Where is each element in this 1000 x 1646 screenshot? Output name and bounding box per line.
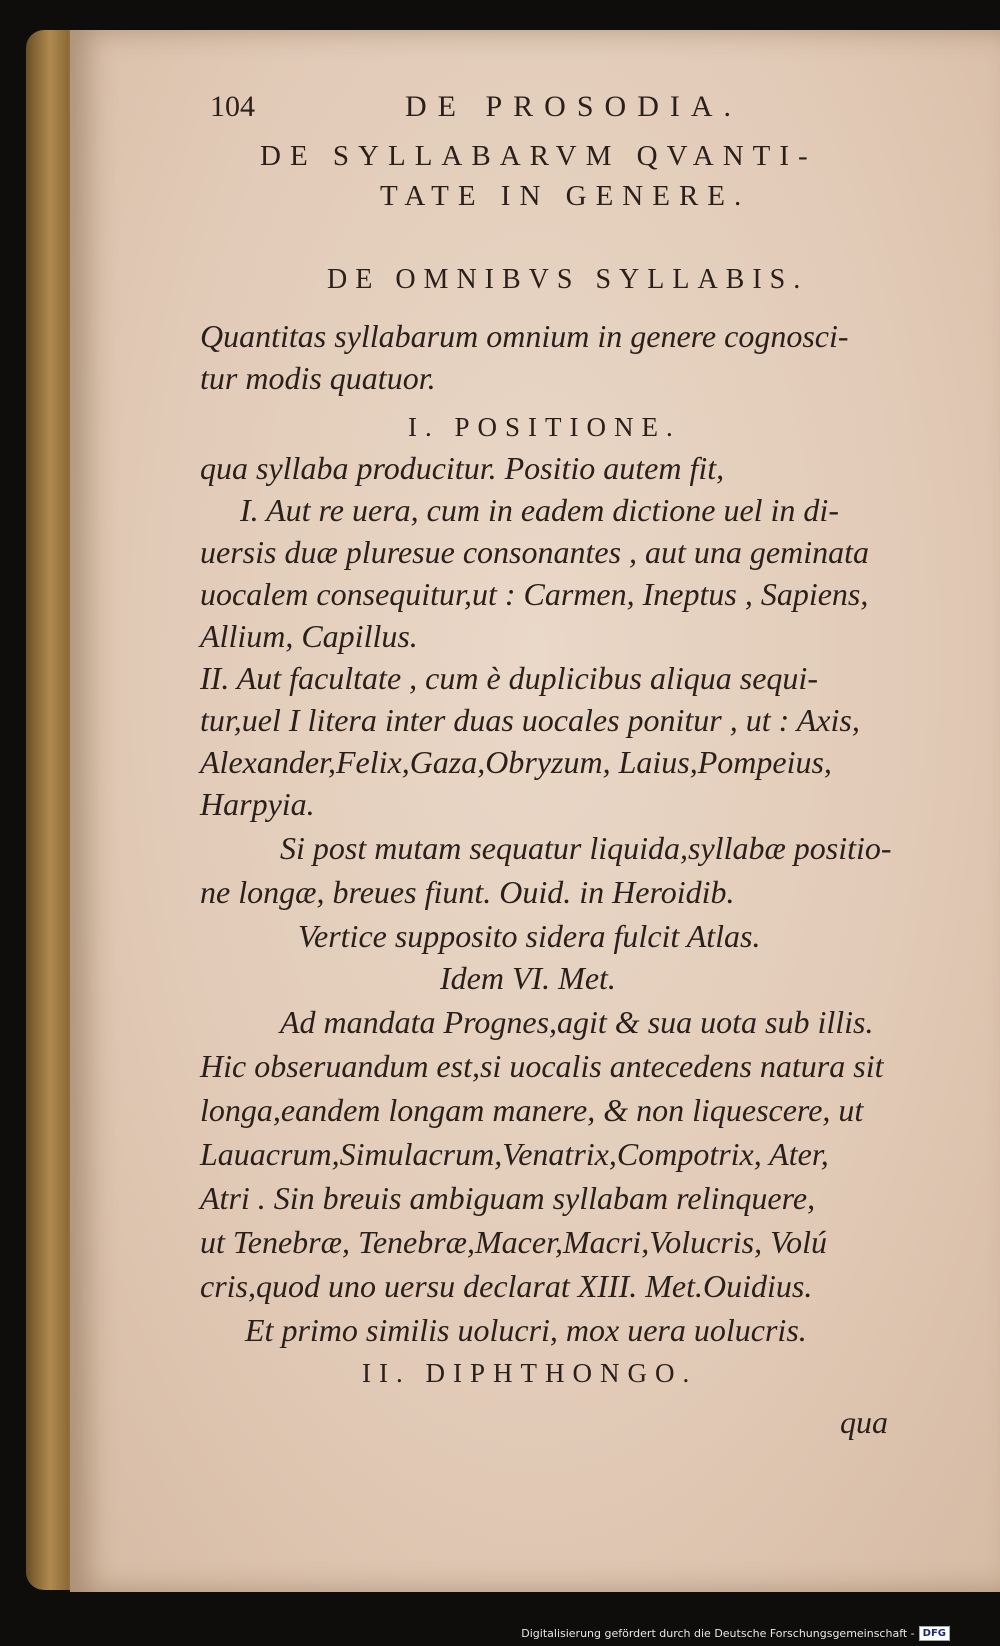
section-heading: II. DIPHTHONGO. [362,1358,698,1388]
text-line: longa,eandem longam manere, & non liquescere, ut [200,1092,864,1128]
verse-quote: Vertice supposito sidera fulcit Atlas. [298,918,761,954]
subheading: DE OMNIBVS SYLLABIS. [327,264,809,295]
text-line: tur,uel I litera inter duas uocales ponitur , ut : Axis, [200,702,860,738]
text-line: uersis duæ pluresue consonantes , aut una geminata [200,534,869,570]
text-line: Harpyia. [200,786,315,822]
text-line: Alexander,Felix,Gaza,Obryzum, Laius,Pompeius, [200,744,832,780]
text-line: ne longæ, breues fiunt. Ouid. in Heroidib. [200,874,735,910]
dfg-logo: DFG [919,1626,950,1641]
text-line: II. Aut facultate , cum è duplicibus aliqua sequi- [200,660,818,696]
page-number: 104 [210,90,255,123]
credit-text: Digitalisierung gefördert durch die Deutsche Forschungsgemeinschaft - [521,1626,915,1640]
running-head: DE PROSODIA. [405,90,743,123]
verse-quote: Et primo similis uolucri, mox uera uolucris. [245,1312,807,1348]
section-title-line-2: TATE IN GENERE. [380,180,751,212]
citation: Idem VI. Met. [440,960,616,996]
text-line: ut Tenebræ, Tenebræ,Macer,Macri,Volucris, Volú [200,1224,827,1260]
text-line: Quantitas syllabarum omnium in genere cognosci- [200,318,849,354]
text-line: cris,quod uno uersu declarat XIII. Met.Ouidius. [200,1268,813,1304]
text-line: Hic obseruandum est,si uocalis antecedens natura sit [200,1048,884,1084]
book-page [70,30,1000,1592]
text-line: Lauacrum,Simulacrum,Venatrix,Compotrix, Ater, [200,1136,829,1172]
text-line: qua syllaba producitur. Positio autem fit, [200,450,725,486]
catchword: qua [840,1404,888,1440]
text-line: Si post mutam sequatur liquida,syllabæ positio- [280,830,892,866]
text-line: I. Aut re uera, cum in eadem dictione uel in di- [240,492,839,528]
text-line: uocalem consequitur,ut : Carmen, Ineptus , Sapiens, [200,576,869,612]
text-line: Allium, Capillus. [200,618,418,654]
text-line: Atri . Sin breuis ambiguam syllabam relinquere, [200,1180,816,1216]
section-title-line-1: DE SYLLABARVM QVANTI- [260,140,817,172]
section-heading: I. POSITIONE. [408,412,681,442]
verse-quote: Ad mandata Prognes,agit & sua uota sub illis. [280,1004,874,1040]
text-line: tur modis quatuor. [200,360,436,396]
digitization-credit [521,1622,950,1644]
